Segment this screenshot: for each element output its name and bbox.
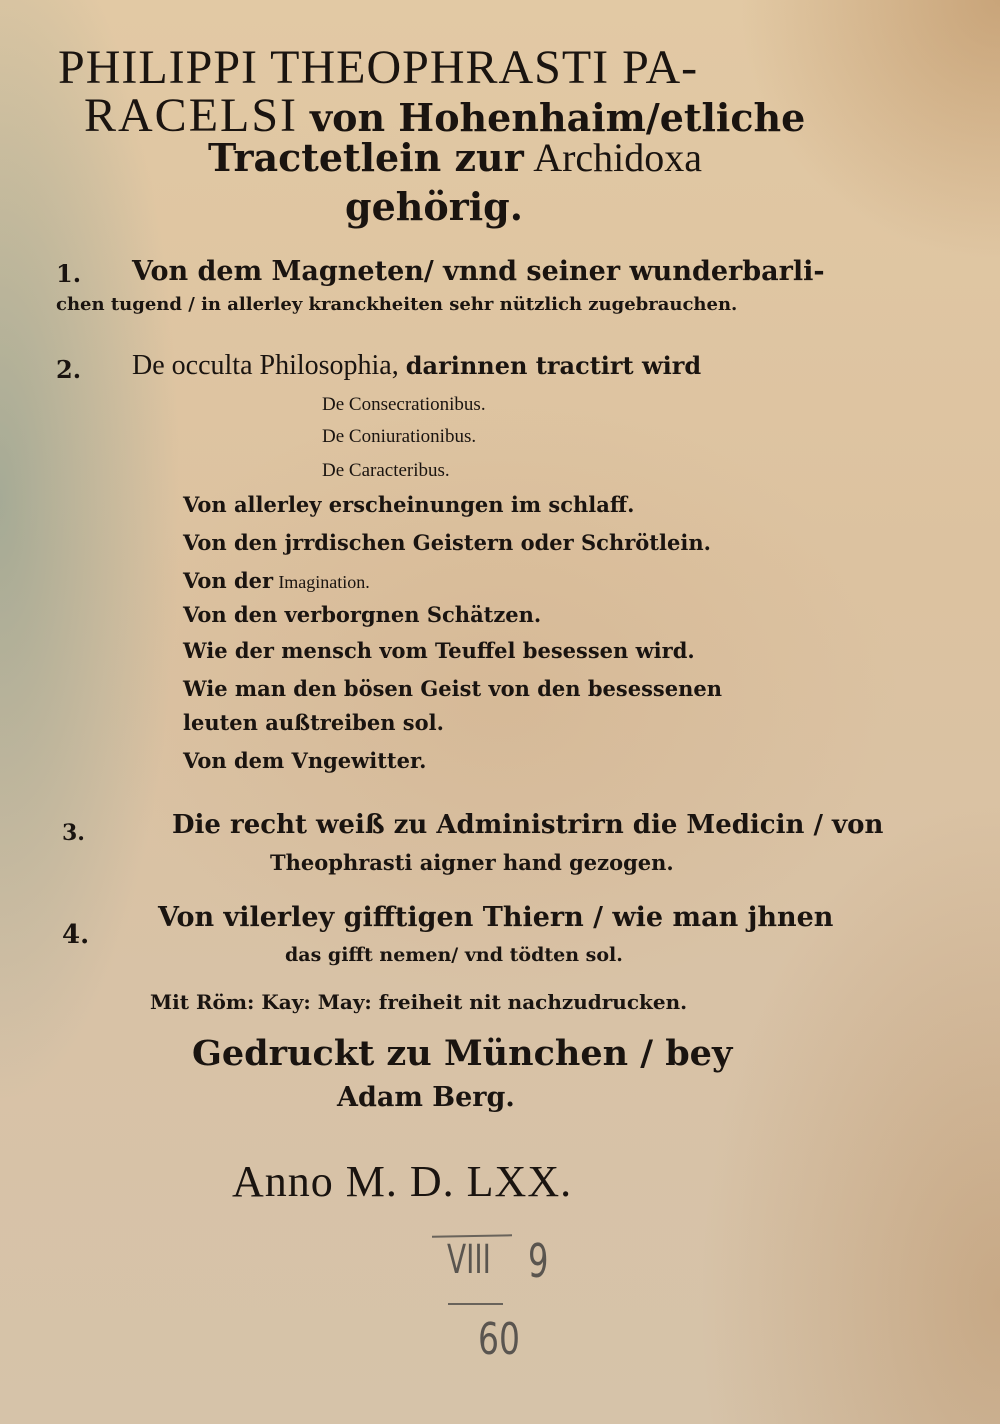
item-1-number: 1. [56, 259, 82, 288]
item-2-sub-3-latin: Imagination. [278, 572, 370, 592]
item-2-sub-3 [183, 570, 370, 592]
item-2-latin-1: De Consecrationibus. [322, 394, 486, 415]
item-2-heading-latin: De occulta Philosophia, [132, 350, 399, 381]
item-2-sub-5: Wie der mensch vom Teuffel besessen wird. [183, 638, 695, 663]
shelfmark-roman: VIII [447, 1237, 491, 1283]
imprint-line-1: Gedruckt zu München / bey [192, 1033, 733, 1074]
item-4-line-1: Von vilerley gifftigen Thiern / wie man jhnen [158, 902, 834, 933]
item-3-line-1: Die recht weiß zu Administrirn die Medicin / von [172, 810, 884, 840]
item-2-sub-6: Wie man den bösen Geist von den besessenen [183, 676, 722, 701]
item-2-number: 2. [56, 355, 82, 384]
item-1-line-2: chen tugend / in allerley kranckheiten sehr nützlich zugebrauchen. [56, 294, 738, 315]
item-2-sub-3-german: Von der [183, 568, 274, 593]
shelfmark-mid-rule [448, 1303, 503, 1305]
imprint-line-2: Adam Berg. [337, 1082, 515, 1113]
item-3-line-2: Theophrasti aigner hand gezogen. [270, 850, 674, 875]
imperial-privilege: Mit Röm: Kay: May: freiheit nit nachzudrucken. [150, 990, 688, 1014]
title-tractetlein: Tractetlein zur [208, 135, 524, 180]
shelfmark-below: 60 [478, 1314, 520, 1365]
item-2-sub-7: leuten außtreiben sol. [183, 710, 444, 735]
item-1-line-1: Von dem Magneten/ vnnd seiner wunderbarli- [132, 256, 825, 287]
item-3-number: 3. [62, 820, 85, 846]
title-line-1: PHILIPPI THEOPHRASTI PA- [58, 41, 699, 94]
item-2-sub-1: Von allerley erscheinungen im schlaff. [183, 492, 635, 517]
title-line-3 [208, 135, 703, 180]
item-2-latin-3: De Caracteribus. [322, 460, 450, 481]
item-2-sub-2: Von den jrrdischen Geistern oder Schrötlein. [183, 530, 711, 555]
item-4-number: 4. [62, 920, 90, 950]
title-archidoxa: Archidoxa [533, 135, 703, 180]
shelfmark-number: 9 [528, 1234, 549, 1288]
item-2-sub-4: Von den verborgnen Schätzen. [183, 602, 542, 627]
item-2-sub-8: Von dem Vngewitter. [183, 748, 427, 773]
title-line-2 [84, 89, 806, 142]
publication-year: Anno M. D. LXX. [232, 1157, 573, 1206]
item-2-heading-german: darinnen tractirt wird [405, 351, 702, 380]
title-line-4: gehörig. [345, 184, 523, 229]
item-2-heading [132, 352, 701, 380]
title-hohenheim: von Hohenhaim/etliche [310, 95, 806, 140]
title-paracelsi: RACELSI [84, 89, 299, 142]
item-2-latin-2: De Coniurationibus. [322, 426, 477, 447]
item-4-line-2: das gifft nemen/ vnd tödten sol. [285, 944, 623, 966]
